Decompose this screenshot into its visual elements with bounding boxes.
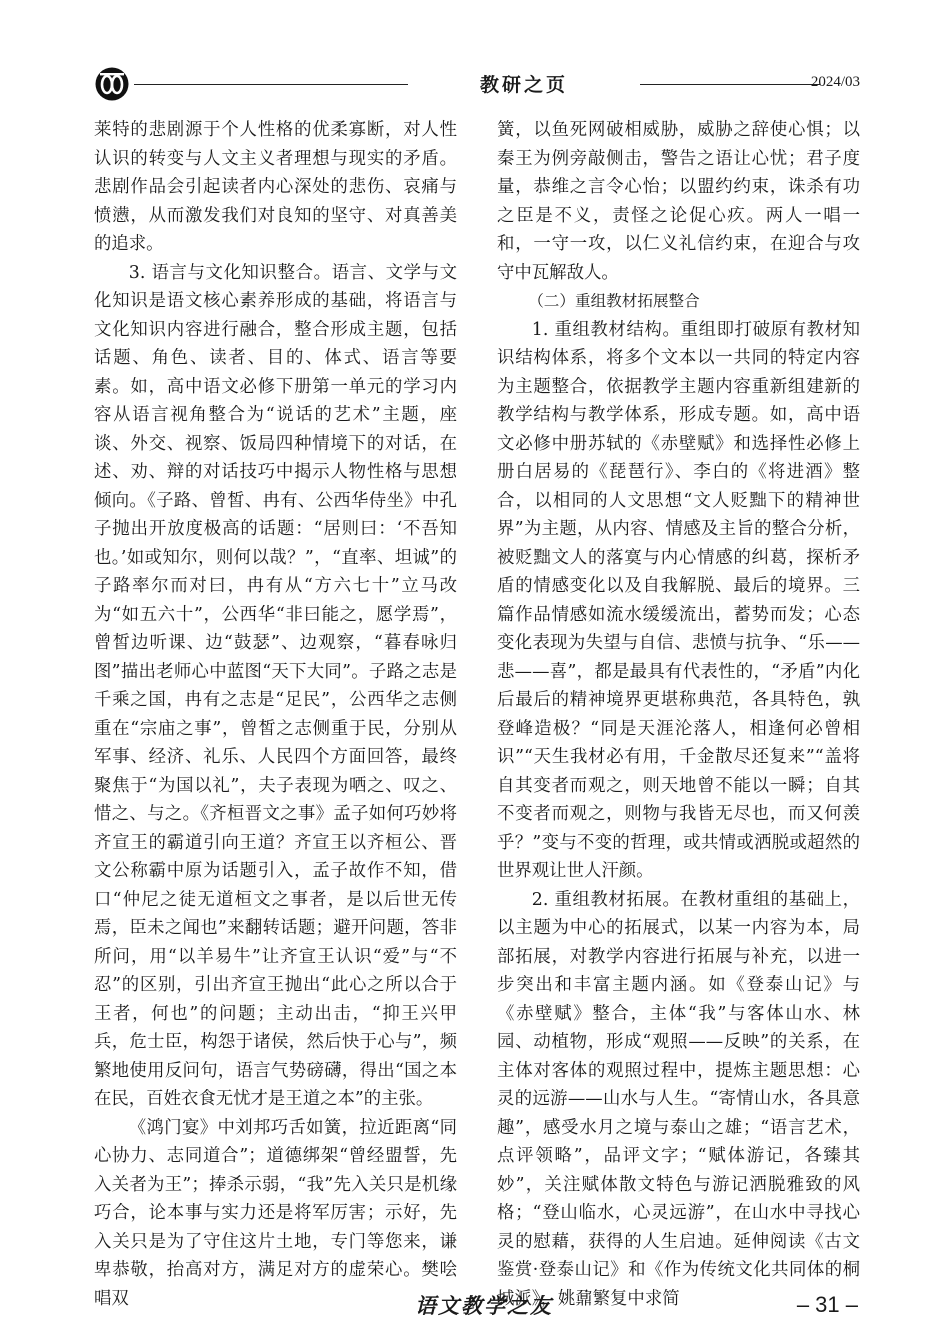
page-header bbox=[94, 66, 860, 102]
paragraph: 1. 重组教材结构。重组即打破原有教材知识结构体系，将多个文本以一共同的特定内容为主题整合，依据教学主题内容重新组建新的教学结构与教学体系，形成专题。如，高中语文必修中册苏轼的《赤壁赋》和选择性必修上册白居易的《琵琶行》、李白的《将进酒》整合，以相同的人文思想“文人贬黜下的精神世界”为主题，从内容、情感及主旨的整合分析，被贬黜文人的落寞与内心情感的纠葛，探析矛盾的情感变化以及自我解脱、最后的境界。三篇作品情感如流水缓缓流出，蓄势而发；心态变化表现为失望与自信、悲愤与抗争、“乐——悲——喜”，都是最具有代表性的，“矛盾”内化后最后的精神境界更堪称典范，各具特色，孰登峰造极？“同是天涯沦落人，相逢何必曾相识”“天生我材必有用，千金散尽还复来”“盖将自其变者而观之，则天地曾不能以一瞬；自其不变者而观之，则物与我皆无尽也，而又何羡乎？”变与不变的哲理，或共情或洒脱或超然的世界观让世人汗颜。 bbox=[497, 319, 860, 881]
header-rule-left bbox=[134, 84, 408, 85]
right-column bbox=[497, 116, 860, 1313]
subheading: （二）重组教材拓展整合 bbox=[528, 292, 700, 310]
section-title: 教研之页 bbox=[479, 74, 568, 96]
page-number: – 31 – bbox=[796, 1292, 858, 1317]
header-rule-right bbox=[640, 84, 820, 85]
issue-number: 2024/03 bbox=[810, 74, 860, 90]
paragraph: 《鸿门宴》中刘邦巧舌如簧，拉近距离“同心协力、志同道合”；道德绑架“曾经盟誓，先入关者为王”；捧杀示弱，“我”先入关只是机缘巧合，论本事与实力还是将军厉害；示好，先入关只是为了守住这片土地，专门等您来，谦卑恭敬，抬高对方，满足对方的虚荣心。樊哙唱双 bbox=[94, 1117, 457, 1309]
paragraph: 簧，以鱼死网破相威胁，威胁之辞使心惧；以秦王为例旁敲侧击，警告之语让心忧；君子度量，恭维之言令心怡；以盟约约束，诛杀有功之臣是不义，责怪之论促心疚。两人一唱一和，一守一攻，以仁义礼信约束，在迎合与攻守中瓦解敌人。 bbox=[497, 120, 860, 283]
paragraph: 2. 重组教材拓展。在教材重组的基础上，以主题为中心的拓展式，以某一内容为本，局部拓展，对教学内容进行拓展与补充，以进一步突出和丰富主题内涵。如《登泰山记》与《赤壁赋》整合，主体“我”与客体山水、林园、动植物，形成“观照——反映”的关系，在主体对客体的观照过程中，提炼主题思想：心灵的远游——山水与人生。“寄情山水，各具意趣”，感受水月之境与泰山之雄；“语言艺术，点评领略”，品评文字；“赋体游记，各臻其妙”，关注赋体散文特色与游记洒脱雅致的风格；“登山临水，心灵远游”，在山水中寻找心灵的慰藉，获得的人生启迪。延伸阅读《古文鉴赏·登泰山记》和《作为传统文化共同体的桐城派》，姚鼐繁复中求简 bbox=[497, 889, 860, 1309]
journal-name: 语文教学之友 bbox=[415, 1293, 553, 1318]
left-column bbox=[94, 116, 457, 1313]
paragraph: 莱特的悲剧源于个人性格的优柔寡断，对人性认识的转变与人文主义者理想与现实的矛盾。悲剧作品会引起读者内心深处的悲伤、哀痛与愤懑，从而激发我们对良知的坚守、对真善美的追求。 bbox=[94, 120, 457, 254]
paragraph: 3. 语言与文化知识整合。语言、文学与文化知识是语文核心素养形成的基础，将语言与文化知识内容进行融合，整合形成主题，包括话题、角色、读者、目的、体式、语言等要素。如，高中语文必修下册第一单元的学习内容从语言视角整合为“说话的艺术”主题，座谈、外交、视察、饭局四种情境下的对话，在述、劝、辩的对话技巧中揭示人物性格与思想倾向。《子路、曾皙、冉有、公西华侍坐》中孔子抛出开放度极高的话题：“居则曰：‘不吾知也。’如或知尔，则何以哉？”，“直率、坦诚”的子路率尔而对曰，冉有从“方六七十”立马改为“如五六十”，公西华“非曰能之，愿学焉”，曾皙边听课、边“鼓瑟”、边观察，“暮春咏归图”描出老师心中蓝图“天下大同”。子路之志是千乘之国，冉有之志是“足民”，公西华之志侧重在“宗庙之事”，曾皙之志侧重于民，分别从军事、经济、礼乐、人民四个方面回答，最终聚焦于“为国以礼”，夫子表现为哂之、叹之、惜之、与之。《齐桓晋文之事》孟子如何巧妙将齐宣王的霸道引向王道？齐宣王以齐桓公、晋文公称霸中原为话题引入，孟子故作不知，借口“仲尼之徒无道桓文之事者，是以后世无传焉，臣未之闻也”来翻转话题；避开问题，答非所问，用“以羊易牛”让齐宣王认识“爱”与“不忍”的区别，引出齐宣王抛出“此心之所以合于王者，何也”的问题；主动出击，“抑王兴甲兵，危士臣，构怨于诸侯，然后快于心与”，频繁地使用反问句，语言气势磅礴，得出“国之本在民，百姓衣食无忧才是王道之本”的主张。 bbox=[94, 262, 457, 1109]
journal-logo-icon bbox=[94, 66, 130, 102]
